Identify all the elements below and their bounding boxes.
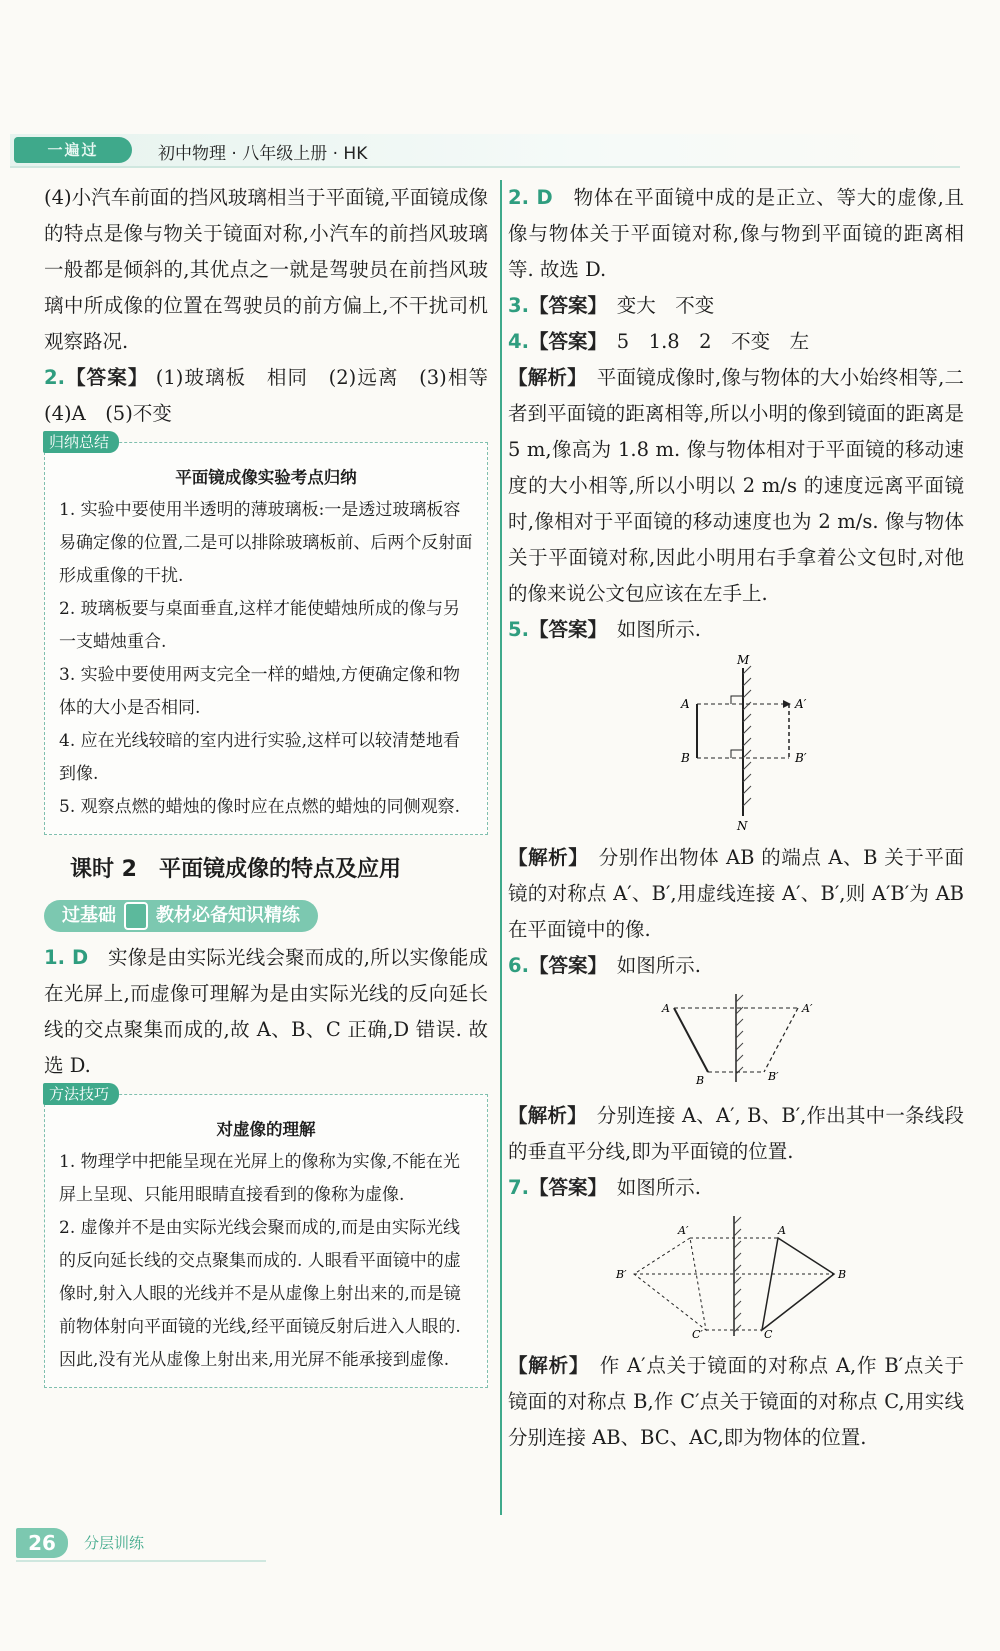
answer-text: 如图所示. [597, 618, 701, 641]
analysis-text: 分别作出物体 AB 的端点 A、B 关于平面镜的对称点 A′、B′,用虚线连接 A′、B′,则 A′B′为 AB 在平面镜中的像. [508, 846, 964, 941]
label-a-prime: A′ [802, 1002, 813, 1015]
answer-text: 实像是由实际光线会聚而成的,所以实像能成在光屏上,而虚像可理解为是由实际光线的反向延长线的交点聚集而成的,故 A、B、C 正确,D 错误. 故选 D. [44, 946, 489, 1077]
label-a-prime: A′ [795, 697, 807, 711]
analysis-text: 分别连接 A、A′, B、B′,作出其中一条线段的垂直平分线,即为平面镜的位置. [508, 1104, 964, 1163]
question-6-answer [508, 948, 964, 984]
ribbon-label: 过基础 [62, 905, 116, 926]
box-title: 平面镜成像实验考点归纳 [175, 468, 357, 487]
box-title: 对虚像的理解 [216, 1120, 316, 1139]
image-ab [764, 1008, 798, 1072]
question-7-answer [508, 1170, 964, 1206]
box-label: 方法技巧 [43, 1083, 119, 1105]
question-2-answer [508, 180, 964, 288]
object-ab [674, 1008, 708, 1072]
label-b: B [838, 1268, 847, 1281]
list-item: 1. 实验中要使用半透明的薄玻璃板:一是透过玻璃板容易确定像的位置,二是可以排除玻璃板前、后两个反射面形成重像的干扰. [59, 500, 473, 586]
right-angle-mark [731, 696, 743, 704]
label-a: A [778, 1224, 786, 1237]
question-number: 4. [508, 330, 529, 353]
page-number: 26 [16, 1528, 68, 1558]
answer-text: (1)玻璃板 相同 (2)远离 (3)相等 (4)A (5)不变 [44, 366, 508, 425]
left-column [44, 180, 508, 1398]
answer-paragraph-4: (4)小汽车前面的挡风玻璃相当于平面镜,平面镜成像的特点是像与物关于镜面对称,小汽车的前挡风玻璃一般都是倾斜的,其优点之一就是驾驶员在前挡风玻璃中所成像的位置在驾驶员的前方偏上,不干扰司机观察路况. [44, 186, 488, 353]
label-b: B [681, 751, 690, 765]
question-number: 7. [508, 1176, 529, 1199]
analysis-tag: 【解析】 [508, 1354, 580, 1377]
label-b-prime: B′ [616, 1268, 627, 1281]
question-4-analysis [508, 360, 964, 612]
answer-tag: 【答案】 [528, 294, 598, 317]
arrow-head [783, 700, 791, 708]
figure-7-mirror-diagram [606, 1212, 866, 1340]
list-item: 5. 观察点燃的蜡烛的像时应在点燃的蜡烛的同侧观察. [59, 797, 461, 817]
question-number: 2. [44, 366, 65, 389]
method-box [44, 1085, 488, 1388]
right-angle-mark [731, 750, 743, 758]
answer-tag: 【答案】 [528, 954, 598, 977]
question-3-answer [508, 288, 964, 324]
analysis-tag: 【解析】 [508, 1104, 578, 1127]
analysis-text: 平面镜成像时,像与物体的大小始终相等,二者到平面镜的距离相等,所以小明的像到镜面的距离是 5 m,像高为 1.8 m. 像与物体相对于平面镜的移动速度的大小相等,所以小明以 2 m/s 的速度远离平面镜时,像相对于平面镜的移动速度也为 2 m/s. 像与物体关于平面镜对称,因此小明用右手拿着公文包时,对他的像来说公文包应该在左手上. [508, 366, 964, 605]
answer-tag: 【答案】 [528, 618, 598, 641]
answer-text: 如图所示. [597, 1176, 701, 1199]
answer-text: 如图所示. [597, 954, 701, 977]
label-m: M [737, 654, 750, 667]
answer-tag: 【答案】 [528, 1176, 598, 1199]
label-c-prime: C′ [692, 1328, 703, 1340]
answer-text: 变大 不变 [597, 294, 715, 317]
label-b-prime: B′ [768, 1070, 779, 1083]
header-band [10, 134, 960, 168]
analysis-text: 作 A′点关于镜面的对称点 A,作 B′点关于镜面的对称点 B,作 C′点关于镜面的对称点 C,用实线分别连接 AB、BC、AC,即为物体的位置. [508, 1354, 964, 1449]
label-a: A [681, 697, 690, 711]
label-b-prime: B′ [795, 751, 807, 765]
question-7-analysis [508, 1348, 964, 1456]
right-column [508, 180, 964, 1456]
list-item: 1. 物理学中把能呈现在光屏上的像称为实像,不能在光屏上呈现、只能用眼睛直接看到的像称为虚像. [59, 1152, 461, 1205]
mirror-hatching [736, 995, 743, 1074]
figure-6-mirror-diagram [646, 990, 826, 1090]
label-a: A [662, 1002, 670, 1015]
analysis-tag: 【解析】 [508, 846, 579, 869]
analysis-tag: 【解析】 [508, 366, 578, 389]
answer-text: 5 1.8 2 不变 左 [597, 330, 810, 353]
notebook-icon [124, 902, 148, 930]
footer-divider [16, 1560, 266, 1562]
list-item: 4. 应在光线较暗的室内进行实验,这样可以较清楚地看到像. [59, 731, 461, 784]
list-item: 3. 实验中要使用两支完全一样的蜡烛,方便确定像和物体的大小是否相同. [59, 665, 461, 718]
label-n: N [737, 819, 748, 832]
object-triangle [762, 1238, 834, 1330]
series-logo: 一遍过 [14, 137, 132, 163]
question-number: 6. [508, 954, 529, 977]
section-ribbon [44, 900, 318, 932]
page-header-title: 初中物理 · 八年级上册 · HK [158, 144, 368, 164]
question-number: 3. [508, 294, 529, 317]
footer-section: 分层训练 [84, 1534, 145, 1552]
answer-tag: 【答案】 [528, 330, 598, 353]
question-2-answer [44, 360, 508, 432]
question-number: 2. D [508, 186, 553, 209]
mirror-hatching [743, 666, 751, 806]
question-number: 5. [508, 618, 529, 641]
question-6-analysis [508, 1098, 964, 1170]
list-item: 2. 虚像并不是由实际光线会聚而成的,而是由实际光线的反向延长线的交点聚集而成的. 人眼看平面镜中的虚像时,射入人眼的光线并不是从虚像上射出来的,而是镜前物体射向平面镜的光线,经平面镜反射后进入人眼的. 因此,没有光从虚像上射出来,用光屏不能承接到虚像. [59, 1218, 461, 1370]
box-label: 归纳总结 [43, 431, 119, 453]
question-1-answer [44, 940, 488, 1084]
list-item: 2. 玻璃板要与桌面垂直,这样才能使蜡烛所成的像与另一支蜡烛重合. [59, 599, 461, 652]
virtual-image-triangle [634, 1238, 706, 1330]
question-5-analysis [508, 840, 964, 948]
question-number: 1. D [44, 946, 89, 969]
label-c: C [764, 1328, 773, 1340]
label-a-prime: A′ [678, 1224, 689, 1237]
ribbon-subtitle: 教材必备知识精练 [156, 905, 300, 926]
figure-5-mirror-diagram [651, 654, 821, 832]
question-5-answer [508, 612, 964, 648]
label-b: B [696, 1074, 705, 1087]
summary-box [44, 433, 488, 835]
lesson-title: 课时 2 平面镜成像的特点及应用 [70, 857, 401, 882]
answer-tag: 【答案】 [64, 366, 149, 389]
answer-text: 物体在平面镜中成的是正立、等大的虚像,且像与物体关于平面镜对称,像与物到平面镜的距离相等. 故选 D. [508, 186, 964, 281]
question-4-answer [508, 324, 964, 360]
